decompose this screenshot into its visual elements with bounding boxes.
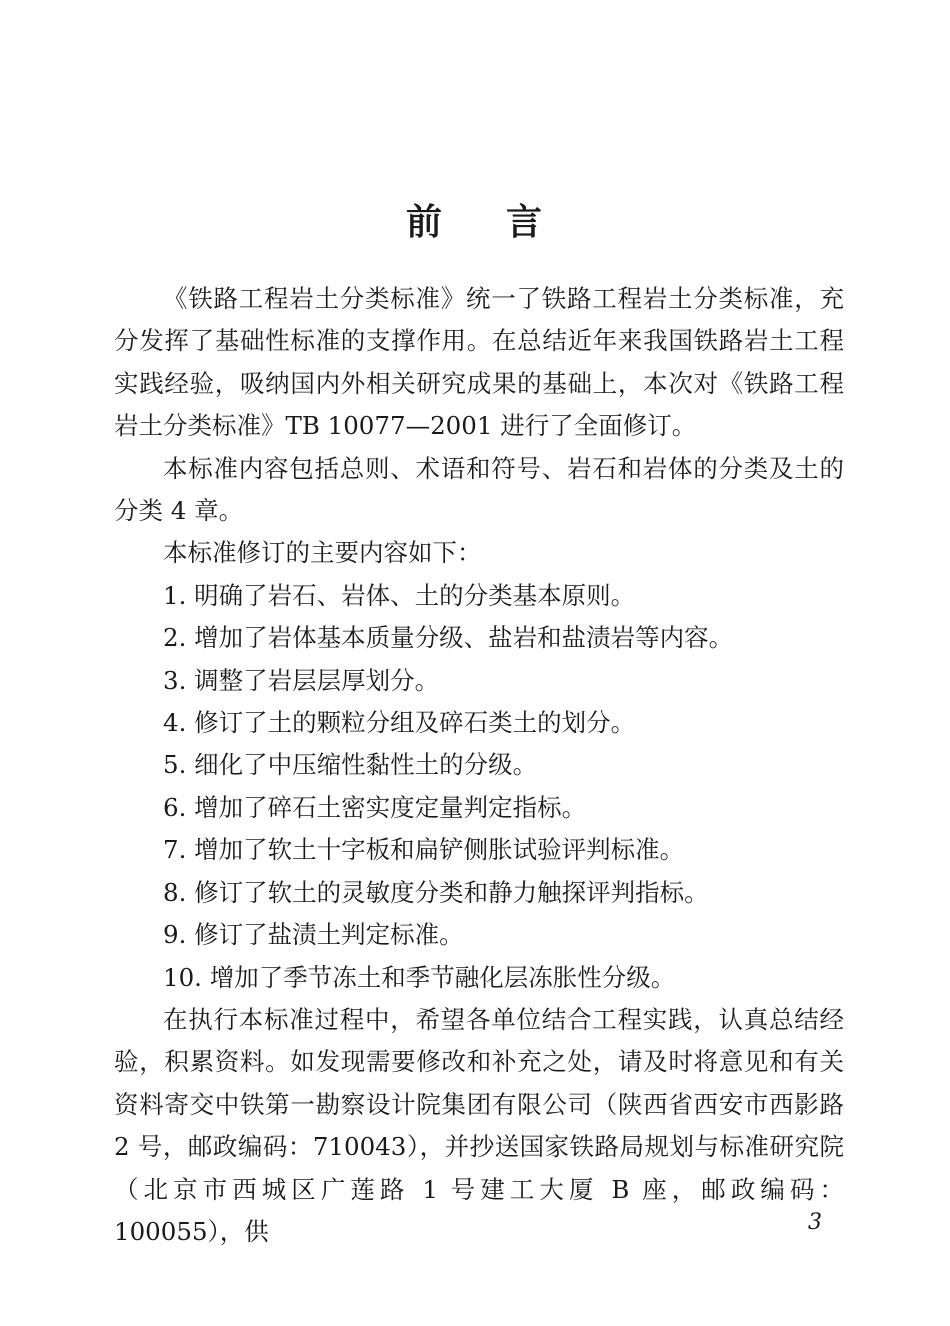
revision-intro-paragraph: 本标准修订的主要内容如下： bbox=[163, 538, 482, 568]
revision-item-5: 5. 细化了中压缩性黏性土的分级。 bbox=[163, 750, 538, 780]
page-number: 3 bbox=[808, 1210, 822, 1235]
revision-item-3: 3. 调整了岩层层厚划分。 bbox=[163, 665, 440, 695]
revision-item-10: 10. 增加了季节冻土和季节融化层冻胀性分级。 bbox=[163, 962, 676, 992]
revision-item-9: 9. 修订了盐渍土判定标准。 bbox=[163, 920, 464, 950]
title-char-2: 言 bbox=[506, 201, 545, 243]
revision-item-1: 1. 明确了岩石、岩体、土的分类基本原则。 bbox=[163, 580, 636, 610]
page-title bbox=[0, 196, 950, 248]
revision-item-6: 6. 增加了碎石土密实度定量判定指标。 bbox=[163, 792, 587, 822]
revision-item-4: 4. 修订了土的颗粒分组及碎石类土的划分。 bbox=[163, 708, 636, 738]
intro-paragraph: 《铁路工程岩土分类标准》统一了铁路工程岩土分类标准，充分发挥了基础性标准的支撑作用。在总结近年来我国铁路岩土工程实践经验，吸纳国内外相关研究成果的基础上，本次对《铁路工程岩土分类标准》TB 10077—2001 进行了全面修订。 bbox=[114, 284, 844, 441]
contents-paragraph: 本标准内容包括总则、术语和符号、岩石和岩体的分类及土的分类 4 章。 bbox=[114, 453, 844, 526]
body-text bbox=[114, 278, 844, 1253]
revision-item-7: 7. 增加了软土十字板和扁铲侧胀试验评判标准。 bbox=[163, 835, 685, 865]
revision-item-8: 8. 修订了软土的灵敏度分类和静力触探评判指标。 bbox=[163, 877, 709, 907]
feedback-paragraph: 在执行本标准过程中，希望各单位结合工程实践，认真总结经验，积累资料。如发现需要修改和补充之处，请及时将意见和有关资料寄交中铁第一勘察设计院集团有限公司（陕西省西安市西影路 2 号，邮政编码：710043），并抄送国家铁路局规划与标准研究院（北京市西城区广莲路 1 号建工大厦 B 座，邮政编码：100055），供 bbox=[114, 1004, 844, 1246]
title-char-1: 前 bbox=[405, 201, 444, 243]
revision-item-2: 2. 增加了岩体基本质量分级、盐岩和盐渍岩等内容。 bbox=[163, 623, 734, 653]
